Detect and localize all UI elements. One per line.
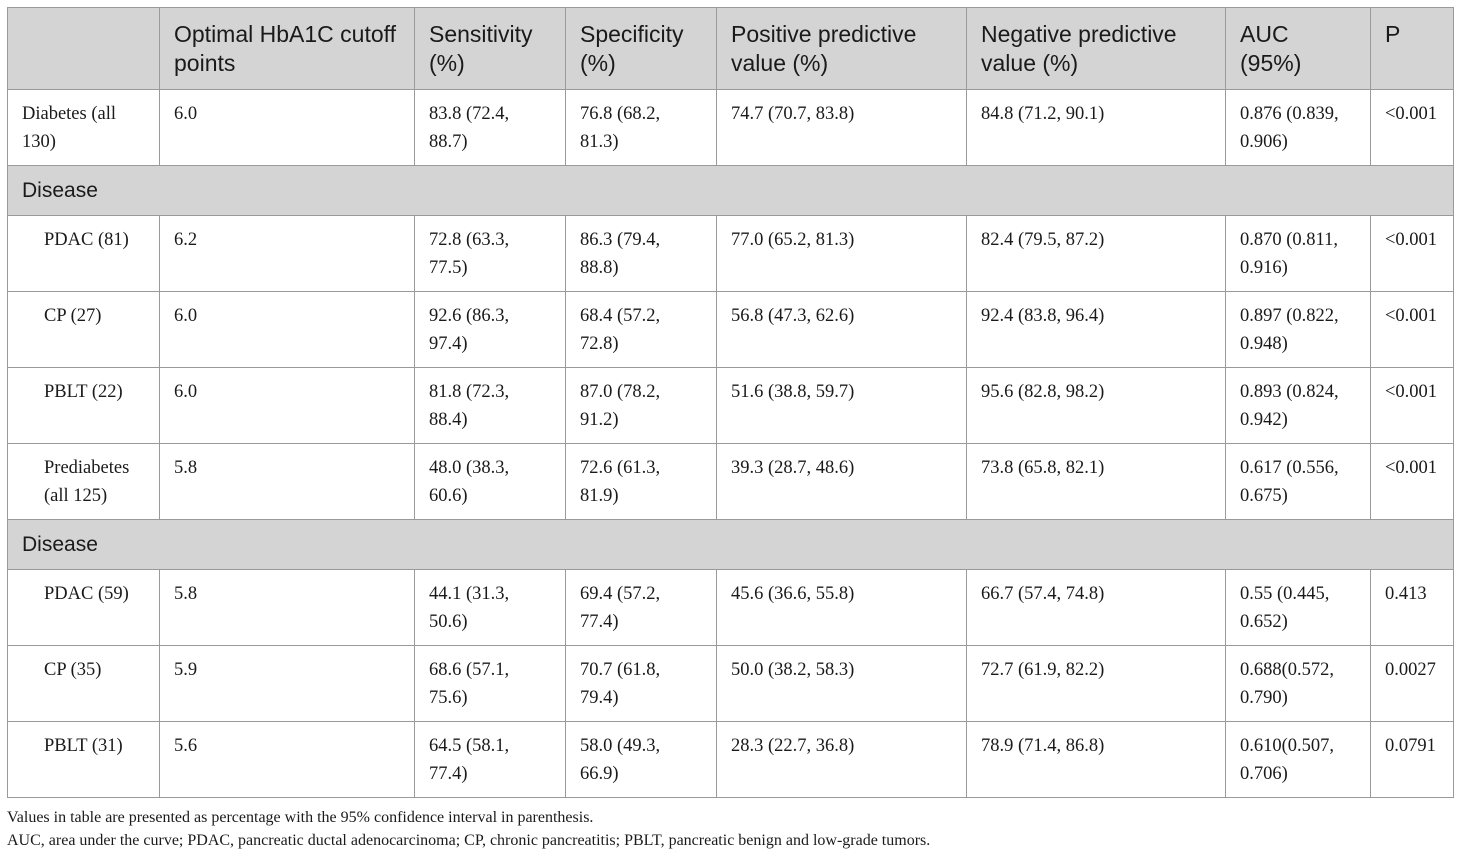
header-row	[8, 8, 1454, 90]
cell-p: <0.001	[1371, 368, 1454, 444]
table-body	[8, 90, 1454, 798]
cell-ppv: 50.0 (38.2, 58.3)	[717, 646, 967, 722]
table-header	[8, 8, 1454, 90]
cell-auc: 0.55 (0.445, 0.652)	[1226, 570, 1371, 646]
cell-p: <0.001	[1371, 292, 1454, 368]
cell-specificity: 58.0 (49.3, 66.9)	[566, 722, 717, 798]
footnote-abbreviations: AUC, area under the curve; PDAC, pancreatic ductal adenocarcinoma; CP, chronic pancreatitis; PBLT, pancreatic benign and low-grade tumors.	[7, 832, 931, 849]
table-row	[8, 216, 1454, 292]
cell-auc: 0.897 (0.822, 0.948)	[1226, 292, 1371, 368]
cell-sensitivity: 83.8 (72.4, 88.7)	[415, 90, 566, 166]
cell-row-label: Prediabetes (all 125)	[8, 444, 160, 520]
cell-cutoff: 6.0	[160, 292, 415, 368]
cell-cutoff: 6.0	[160, 368, 415, 444]
cell-auc: 0.876 (0.839, 0.906)	[1226, 90, 1371, 166]
cell-cutoff: 5.8	[160, 570, 415, 646]
cell-ppv: 39.3 (28.7, 48.6)	[717, 444, 967, 520]
cell-cutoff: 5.9	[160, 646, 415, 722]
cell-ppv: 45.6 (36.6, 55.8)	[717, 570, 967, 646]
cell-npv: 95.6 (82.8, 98.2)	[967, 368, 1226, 444]
cell-npv: 73.8 (65.8, 82.1)	[967, 444, 1226, 520]
table-container	[7, 7, 1453, 798]
header-cell-ppv: Positive predictive value (%)	[717, 8, 967, 90]
table-row	[8, 646, 1454, 722]
cell-ppv: 56.8 (47.3, 62.6)	[717, 292, 967, 368]
cell-auc: 0.893 (0.824, 0.942)	[1226, 368, 1371, 444]
section-row	[8, 166, 1454, 216]
cell-specificity: 70.7 (61.8, 79.4)	[566, 646, 717, 722]
cell-p: 0.0027	[1371, 646, 1454, 722]
header-cell-p: P	[1371, 8, 1454, 90]
cell-npv: 66.7 (57.4, 74.8)	[967, 570, 1226, 646]
cell-auc: 0.870 (0.811, 0.916)	[1226, 216, 1371, 292]
cell-p: 0.0791	[1371, 722, 1454, 798]
table-row	[8, 444, 1454, 520]
cell-row-label: PBLT (22)	[8, 368, 160, 444]
header-cell-sensitivity: Sensitivity (%)	[415, 8, 566, 90]
cell-row-label: Diabetes (all 130)	[8, 90, 160, 166]
header-cell-cutoff: Optimal HbA1C cutoff points	[160, 8, 415, 90]
cell-sensitivity: 64.5 (58.1, 77.4)	[415, 722, 566, 798]
cell-specificity: 69.4 (57.2, 77.4)	[566, 570, 717, 646]
cell-row-label: CP (27)	[8, 292, 160, 368]
cell-npv: 78.9 (71.4, 86.8)	[967, 722, 1226, 798]
cell-row-label: PDAC (59)	[8, 570, 160, 646]
header-cell-specificity: Specificity (%)	[566, 8, 717, 90]
cell-row-label: PDAC (81)	[8, 216, 160, 292]
cell-auc: 0.617 (0.556, 0.675)	[1226, 444, 1371, 520]
cell-specificity: 68.4 (57.2, 72.8)	[566, 292, 717, 368]
cell-specificity: 86.3 (79.4, 88.8)	[566, 216, 717, 292]
cell-cutoff: 6.0	[160, 90, 415, 166]
cell-cutoff: 6.2	[160, 216, 415, 292]
hba1c-cutoff-table	[7, 7, 1454, 798]
table-row	[8, 722, 1454, 798]
cell-cutoff: 5.6	[160, 722, 415, 798]
header-cell-auc: AUC (95%)	[1226, 8, 1371, 90]
cell-sensitivity: 48.0 (38.3, 60.6)	[415, 444, 566, 520]
table-footnotes	[7, 806, 1453, 852]
cell-npv: 82.4 (79.5, 87.2)	[967, 216, 1226, 292]
cell-sensitivity: 68.6 (57.1, 75.6)	[415, 646, 566, 722]
cell-row-label: PBLT (31)	[8, 722, 160, 798]
section-label: Disease	[8, 166, 1454, 216]
table-row	[8, 368, 1454, 444]
cell-sensitivity: 92.6 (86.3, 97.4)	[415, 292, 566, 368]
cell-npv: 92.4 (83.8, 96.4)	[967, 292, 1226, 368]
cell-row-label: CP (35)	[8, 646, 160, 722]
cell-sensitivity: 72.8 (63.3, 77.5)	[415, 216, 566, 292]
cell-cutoff: 5.8	[160, 444, 415, 520]
cell-ppv: 28.3 (22.7, 36.8)	[717, 722, 967, 798]
table-row	[8, 570, 1454, 646]
cell-auc: 0.610(0.507, 0.706)	[1226, 722, 1371, 798]
cell-auc: 0.688(0.572, 0.790)	[1226, 646, 1371, 722]
cell-specificity: 76.8 (68.2, 81.3)	[566, 90, 717, 166]
table-row	[8, 292, 1454, 368]
cell-p: <0.001	[1371, 90, 1454, 166]
cell-npv: 72.7 (61.9, 82.2)	[967, 646, 1226, 722]
table-row	[8, 90, 1454, 166]
cell-p: <0.001	[1371, 216, 1454, 292]
cell-sensitivity: 44.1 (31.3, 50.6)	[415, 570, 566, 646]
footnote-values: Values in table are presented as percentage with the 95% confidence interval in parenthesis.	[7, 809, 594, 826]
cell-npv: 84.8 (71.2, 90.1)	[967, 90, 1226, 166]
header-cell-row-label	[8, 8, 160, 90]
cell-specificity: 72.6 (61.3, 81.9)	[566, 444, 717, 520]
cell-p: <0.001	[1371, 444, 1454, 520]
cell-ppv: 74.7 (70.7, 83.8)	[717, 90, 967, 166]
cell-sensitivity: 81.8 (72.3, 88.4)	[415, 368, 566, 444]
cell-ppv: 51.6 (38.8, 59.7)	[717, 368, 967, 444]
cell-p: 0.413	[1371, 570, 1454, 646]
section-row	[8, 520, 1454, 570]
header-cell-npv: Negative predictive value (%)	[967, 8, 1226, 90]
cell-specificity: 87.0 (78.2, 91.2)	[566, 368, 717, 444]
section-label: Disease	[8, 520, 1454, 570]
cell-ppv: 77.0 (65.2, 81.3)	[717, 216, 967, 292]
